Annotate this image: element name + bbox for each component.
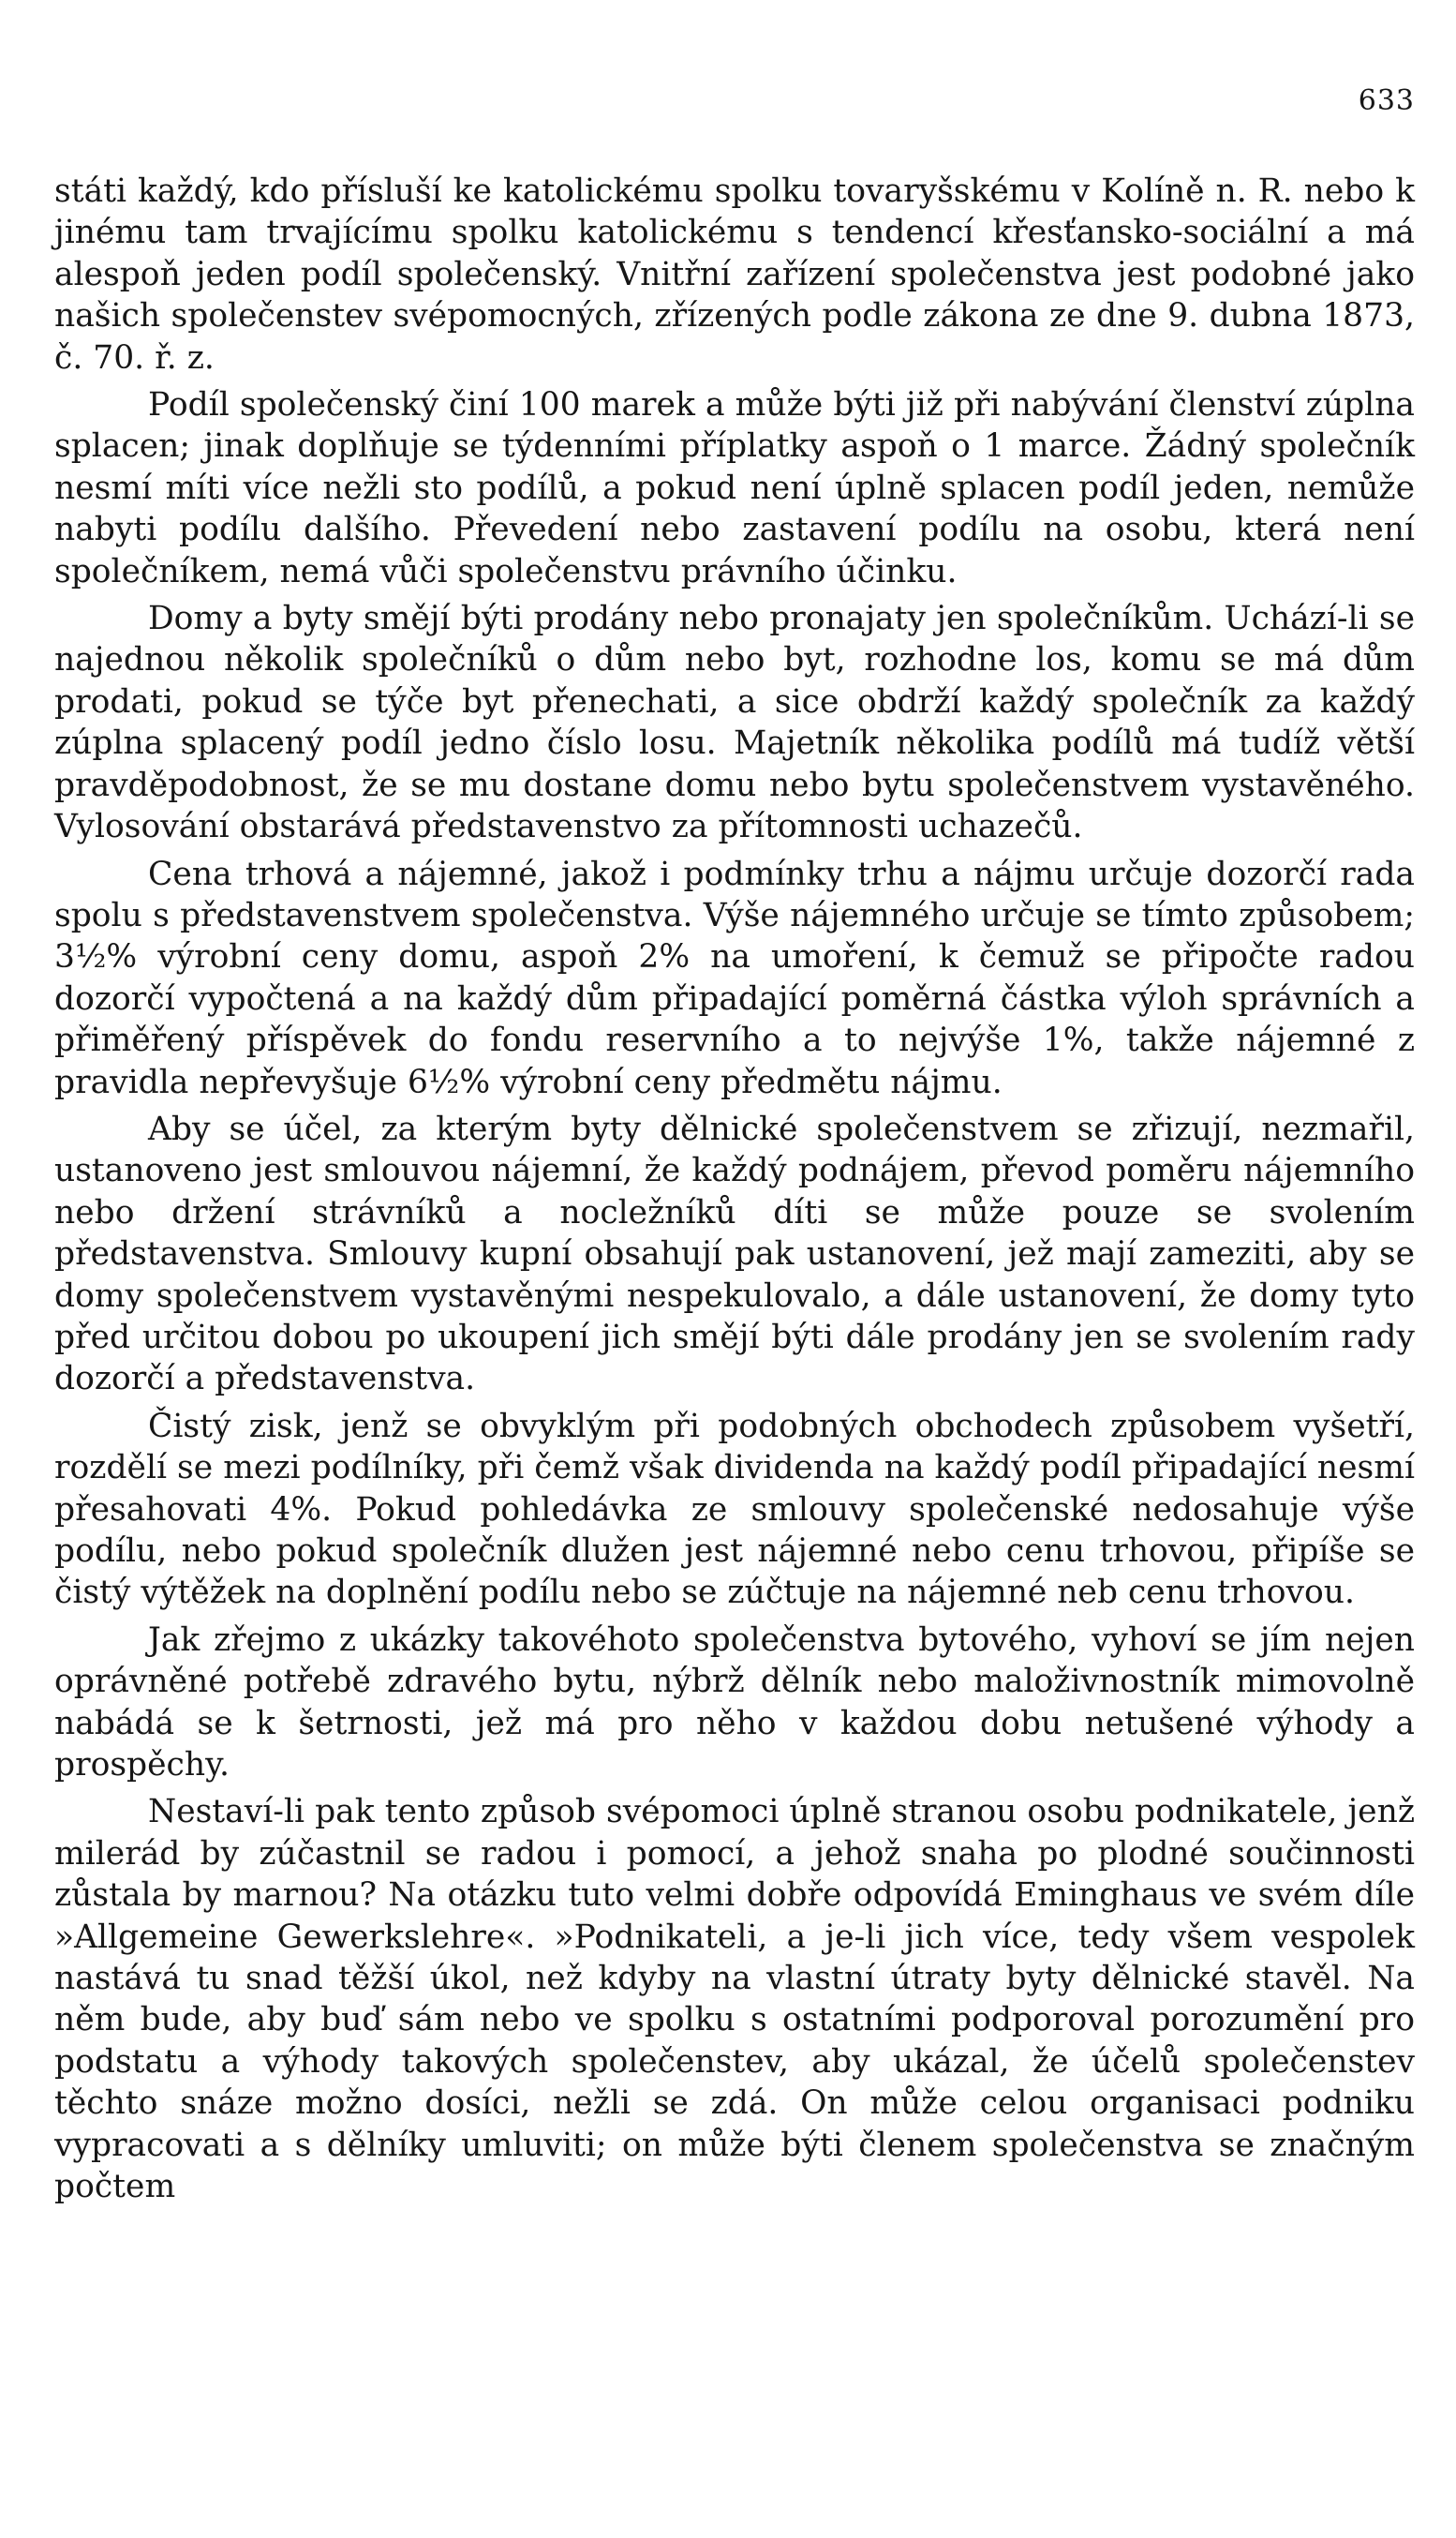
body-text — [54, 171, 1415, 2208]
paragraph: Domy a byty smějí býti prodány nebo pronajaty jen společníkům. Uchází-li se najednou několik společníků o dům nebo byt, rozhodne los, komu se má dům prodati, pokud se týče byt přenechati, a sice obdrží každý společník za každý zúplna splacený podíl jedno číslo losu. Majetník několika podílů má tudíž větší pravděpodobnost, že se mu dostane domu nebo bytu společenstvem vystavěného. Vylosování obstarává představenstvo za přítomnosti uchazečů. — [54, 600, 1415, 846]
paragraph: Jak zřejmo z ukázky takovéhoto společenstva bytového, vyhoví se jím nejen oprávněné potřebě zdravého bytu, nýbrž dělník nebo maloživnostník mimovolně nabádá se k šetrnosti, jež má pro něho v každou dobu netušené výhody a prospěchy. — [54, 1620, 1415, 1784]
paragraph: Nestaví-li pak tento způsob svépomoci úplně stranou osobu podnikatele, jenž milerád by zúčastnil se radou i pomocí, a jehož snaha po plodné součinnosti zůstala by marnou? Na otázku tuto velmi dobře odpovídá Eminghaus ve svém díle »Allgemeine Gewerkslehre«. »Podnikateli, a je-li jich více, tedy všem vespolek nastává tu snad těžší úkol, než kdyby na vlastní útraty byty dělnické stavěl. Na něm bude, aby buď sám nebo ve spolku s ostatními podporoval porozumění pro podstatu a výhody takových společenstev, aby ukázal, že účelů společenstev těchto snáze možno dosíci, nežli se zdá. On může celou organisaci podniku vypracovati a s dělníky umluviti; on může býti členem společenstva se značným počtem — [54, 1793, 1415, 2206]
paragraph: Cena trhová a nájemné, jakož i podmínky trhu a nájmu určuje dozorčí rada spolu s představenstvem společenstva. Výše nájemného určuje se tímto způsobem; 3½% výrobní ceny domu, aspoň 2% na umoření, k čemuž se připočte radou dozorčí vypočtená a na každý dům připadající poměrná částka výloh správních a přiměřený příspěvek do fondu reservního a to nejvýše 1%, takže nájemné z pravidla nepřevyšuje 6½% výrobní ceny předmětu nájmu. — [54, 855, 1415, 1101]
paragraph: Čistý zisk, jenž se obvyklým při podobných obchodech způsobem vyšetří, rozdělí se mezi podílníky, při čemž však dividenda na každý podíl připadající nesmí přesahovati 4%. Pokud pohledávka ze smlouvy společenské nedosahuje výše podílu, nebo pokud společník dlužen jest nájemné nebo cenu trhovou, připíše se čistý výtěžek na doplnění podílu nebo se zúčtuje na nájemné neb cenu trhovou. — [54, 1407, 1415, 1612]
page-number: 633 — [1358, 84, 1415, 117]
paragraph: státi každý, kdo přísluší ke katolickému spolku tovaryšskému v Kolíně n. R. nebo k jinému tam trvajícímu spolku katolickému s tendencí křesťansko-sociální a má alespoň jeden podíl společenský. Vnitřní zařízení společenstva jest podobné jako našich společenstev svépomocných, zřízených podle zákona ze dne 9. dubna 1873, č. 70. ř. z. — [54, 172, 1415, 377]
paragraph: Aby se účel, za kterým byty dělnické společenstvem se zřizují, nezmařil, ustanoveno jest smlouvou nájemní, že každý podnájem, převod poměru nájemního nebo držení strávníků a nocležníků díti se může pouze se svolením představenstva. Smlouvy kupní obsahují pak ustanovení, jež mají zameziti, aby se domy společenstvem vystavěnými nespekulovalo, a dále ustanovení, že domy tyto před určitou dobou po ukoupení jich smějí býti dále prodány jen se svolením rady dozorčí a představenstva. — [54, 1110, 1415, 1398]
paragraph: Podíl společenský činí 100 marek a může býti již při nabývání členství zúplna splacen; jinak doplňuje se týdenními příplatky aspoň o 1 marce. Žádný společník nesmí míti více nežli sto podílů, a pokud není úplně splacen podíl jeden, nemůže nabyti podílu dalšího. Převedení nebo zastavení podílu na osobu, která není společníkem, nemá vůči společenstvu právního účinku. — [54, 386, 1415, 590]
